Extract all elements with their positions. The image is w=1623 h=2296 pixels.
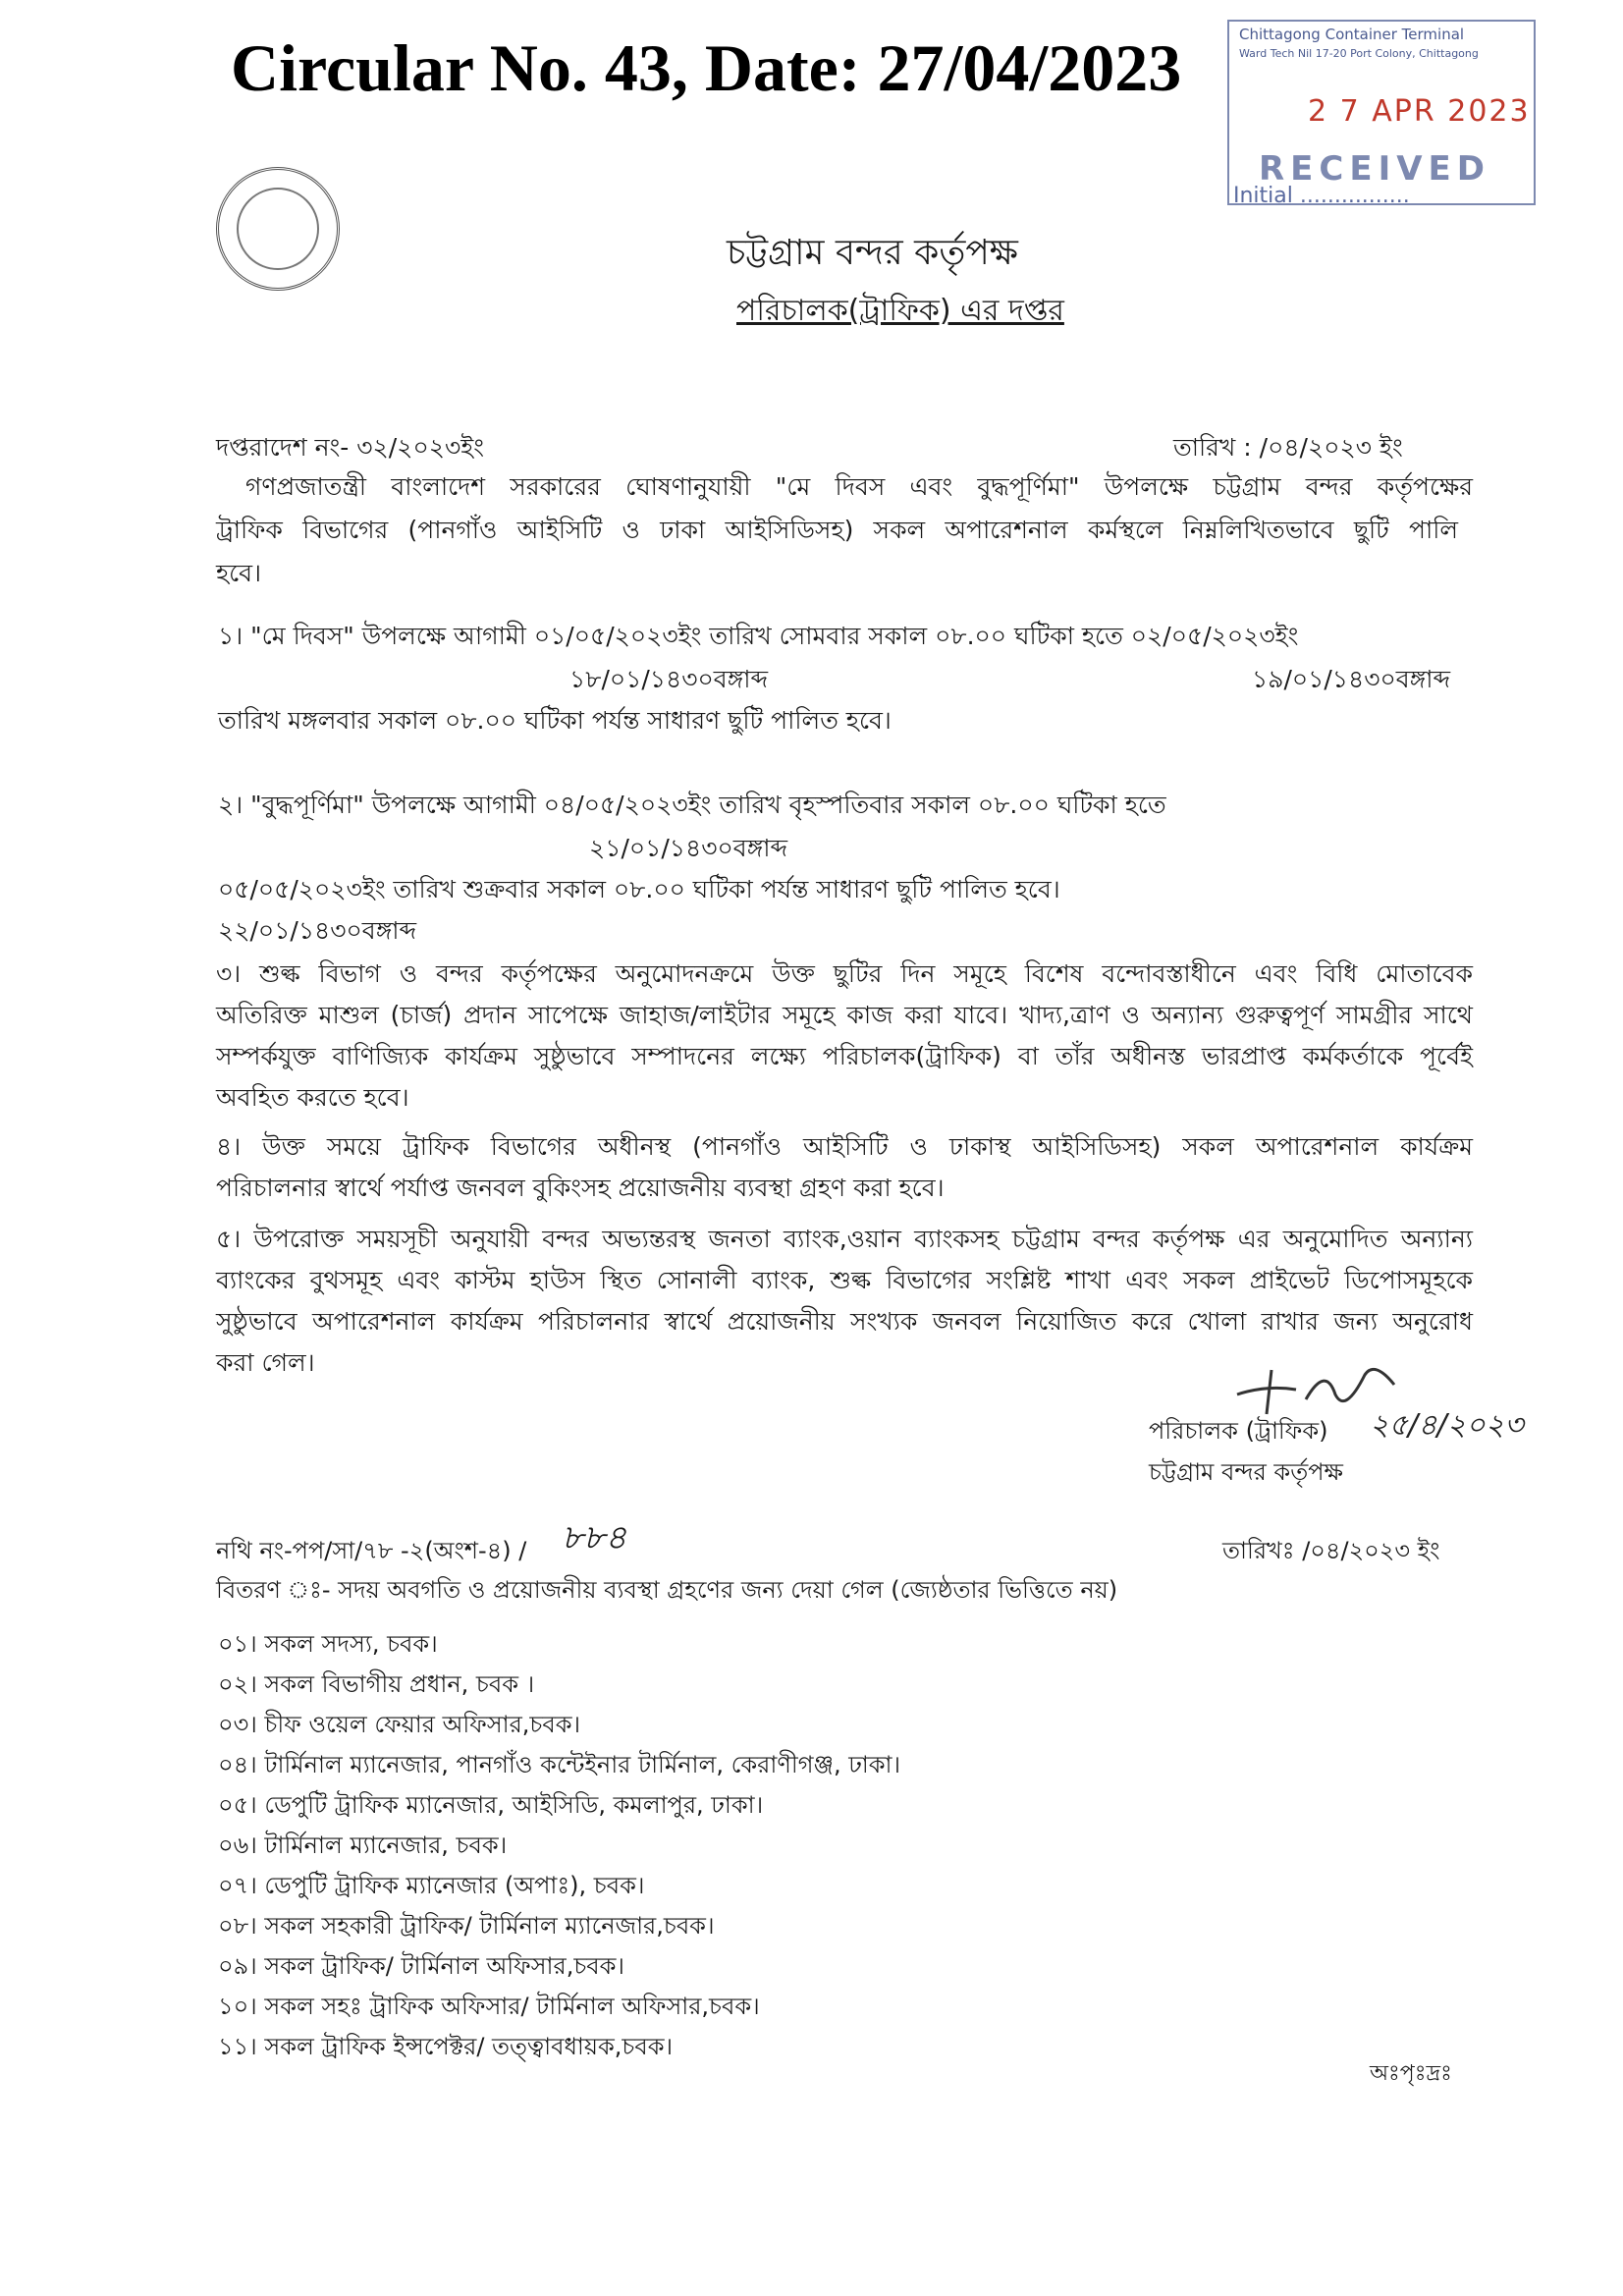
distribution-item: ০১। সকল সদস্য, চবক।: [218, 1630, 438, 1658]
distribution-item: ০৮। সকল সহকারী ট্রাফিক/ টার্মিনাল ম্যানেজার,চবক।: [218, 1912, 715, 1940]
item5-line-2: ব্যাংকের বুথসমূহ এবং কাস্টম হাউস স্থিত সোনালী ব্যাংক, শুল্ক বিভাগের সংশ্লিষ্ট শাখা এবং সকল প্রাইভেট ডিপোসমূহকে: [216, 1266, 1473, 1294]
item3-line-2: অতিরিক্ত মাশুল (চার্জ) প্রদান সাপেক্ষে জাহাজ/লাইটার সমূহে কাজ করা যাবে। খাদ্য,ত্রাণ ও অন্যান্য গুরুত্বপূর্ণ সামগ্রীর সাথে: [216, 1001, 1473, 1029]
order-date: তারিখ : /০৪/২০২৩ ইং: [1173, 433, 1403, 462]
item2-bangabda-2: ২২/০১/১৪৩০বঙ্গাব্দ: [218, 916, 417, 945]
distribution-item: ০৩। চীফ ওয়েল ফেয়ার অফিসার,চবক।: [218, 1711, 581, 1738]
distribution-item: ১১। সকল ট্রাফিক ইন্সপেক্টর/ তত্ত্বাবধায়ক,চবক।: [218, 2033, 674, 2060]
item5-line-1: ৫। উপরোক্ত সময়সূচী অনুযায়ী বন্দর অভ্যন্তরস্থ জনতা ব্যাংক,ওয়ান ব্যাংকসহ চট্টগ্রাম বন্দর কর্তৃপক্ষ এর অনুমোদিত অন্যান্য: [216, 1225, 1473, 1253]
item1-line1: ১। "মে দিবস" উপলক্ষে আগামী ০১/০৫/২০২৩ইং তারিখ সোমবার সকাল ০৮.০০ ঘটিকা হতে ০২/০৫/২০২৩ইং: [218, 622, 1299, 650]
organisation-name: চট্টগ্রাম বন্দর কর্তৃপক্ষ: [727, 233, 1018, 273]
item2-line2: ০৫/০৫/২০২৩ইং তারিখ শুক্রবার সকাল ০৮.০০ ঘটিকা পর্যন্ত সাধারণ ছুটি পালিত হবে।: [218, 875, 1060, 903]
distribution-item: ০৯। সকল ট্রাফিক/ টার্মিনাল অফিসার,চবক।: [218, 1952, 625, 1980]
memo-number: নথি নং-পপ/সা/৭৮ -২(অংশ-৪) /: [216, 1537, 527, 1564]
item2-line1: ২। "বুদ্ধপূর্ণিমা" উপলক্ষে আগামী ০৪/০৫/২০২৩ইং তারিখ বৃহস্পতিবার সকাল ০৮.০০ ঘটিকা হতে: [218, 791, 1166, 819]
page-title: Circular No. 43, Date: 27/04/2023: [231, 30, 1182, 105]
item3-line-1: ৩। শুল্ক বিভাগ ও বন্দর কর্তৃপক্ষের অনুমোদনক্রমে উক্ত ছুটির দিন সমূহে বিশেষ বন্দোবস্তাধীনে এবং বিধি মোতাবেক: [216, 959, 1473, 988]
signature-date-handwritten: ২৫/৪/২০২৩: [1370, 1408, 1524, 1443]
signatory-designation: পরিচালক (ট্রাফিক): [1149, 1417, 1328, 1445]
item2-bangabda-1: ২১/০১/১৪৩০বঙ্গাব্দ: [589, 834, 788, 862]
continued-overleaf: অঃপৃঃদ্রঃ: [1370, 2061, 1452, 2086]
stamp-org-line: Chittagong Container Terminal: [1239, 26, 1465, 43]
stamp-date: 2 7 APR 2023: [1308, 94, 1531, 129]
stamp-address-line: Ward Tech Nil 17-20 Port Colony, Chittagong: [1239, 47, 1479, 60]
distribution-item: ০৫। ডেপুটি ট্রাফিক ম্যানেজার, আইসিডি, কমলাপুর, ঢাকা।: [218, 1791, 764, 1819]
distribution-item: ০২। সকল বিভাগীয় প্রধান, চবক ।: [218, 1670, 535, 1698]
item3-line-4: অবহিত করতে হবে।: [216, 1083, 409, 1112]
memo-number-handwritten: ৮৮৪: [562, 1518, 627, 1558]
port-authority-seal-icon: [216, 167, 340, 291]
received-stamp: [1227, 20, 1536, 208]
distribution-item: ০৪। টার্মিনাল ম্যানেজার, পানগাঁও কন্টেইনার টার্মিনাল, কেরাণীগঞ্জ, ঢাকা।: [218, 1751, 901, 1778]
distribution-title: বিতরণ ঃ- সদয় অবগতি ও প্রয়োজনীয় ব্যবস্থা গ্রহণের জন্য দেয়া গেল (জ্যেষ্ঠতার ভিত্তিতে নয়): [216, 1576, 1118, 1604]
intro-line-3: হবে।: [216, 559, 262, 587]
item1-bangabda-2: ১৯/০১/১৪৩০বঙ্গাব্দ: [1252, 665, 1451, 693]
order-number: দপ্তরাদেশ নং- ৩২/২০২৩ইং: [216, 433, 484, 462]
item3-line-3: সম্পর্কযুক্ত বাণিজ্যিক কার্যক্রম সুষ্ঠুভাবে সম্পাদনের লক্ষ্যে পরিচালক(ট্রাফিক) বা তাঁর অধীনস্ত ভারপ্রাপ্ত কর্মকর্তাকে পূর্বেই: [216, 1042, 1473, 1070]
intro-line-1: গণপ্রজাতন্ত্রী বাংলাদেশ সরকারের ঘোষণানুযায়ী "মে দিবস এবং বুদ্ধপূর্ণিমা" উপলক্ষে চট্টগ্রাম বন্দর কর্তৃপক্ষের: [245, 472, 1473, 501]
item5-line-3: সুষ্ঠুভাবে অপারেশনাল কার্যক্রম পরিচালনার স্বার্থে প্রয়োজনীয় সংখ্যক জনবল নিয়োজিত করে খোলা রাখার জন্য অনুরোধ: [216, 1307, 1473, 1336]
distribution-item: ০৭। ডেপুটি ট্রাফিক ম্যানেজার (অপাঃ), চবক।: [218, 1872, 645, 1899]
item1-line2: তারিখ মঙ্গলবার সকাল ০৮.০০ ঘটিকা পর্যন্ত সাধারণ ছুটি পালিত হবে।: [218, 706, 892, 735]
item4-line-1: ৪। উক্ত সময়ে ট্রাফিক বিভাগের অধীনস্থ (পানগাঁও আইসিটি ও ঢাকাস্থ আইসিডিসহ) সকল অপারেশনাল কার্যক্রম: [216, 1132, 1473, 1161]
distribution-item: ১০। সকল সহঃ ট্রাফিক অফিসার/ টার্মিনাল অফিসার,চবক।: [218, 1993, 760, 2020]
intro-line-2: ট্রাফিক বিভাগের (পানগাঁও আইসিটি ও ঢাকা আইসিডিসহ) সকল অপারেশনাল কর্মস্থলে নিম্নলিখিতভাবে ছুটি পালি: [216, 516, 1458, 544]
memo-date: তারিখঃ /০৪/২০২৩ ইং: [1222, 1537, 1440, 1564]
stamp-initial: Initial ................: [1233, 184, 1410, 208]
item5-line-4: করা গেল।: [216, 1348, 315, 1377]
distribution-item: ০৬। টার্মিনাল ম্যানেজার, চবক।: [218, 1831, 508, 1859]
item4-line-2: পরিচালনার স্বার্থে পর্যাপ্ত জনবল বুকিংসহ প্রয়োজনীয় ব্যবস্থা গ্রহণ করা হবে।: [216, 1174, 945, 1202]
office-name: পরিচালক(ট্রাফিক) এর দপ্তর: [736, 294, 1064, 328]
signatory-organisation: চট্টগ্রাম বন্দর কর্তৃপক্ষ: [1149, 1458, 1343, 1486]
item1-bangabda-1: ১৮/০১/১৪৩০বঙ্গাব্দ: [569, 665, 769, 693]
stamp-received: RECEIVED: [1259, 149, 1490, 189]
